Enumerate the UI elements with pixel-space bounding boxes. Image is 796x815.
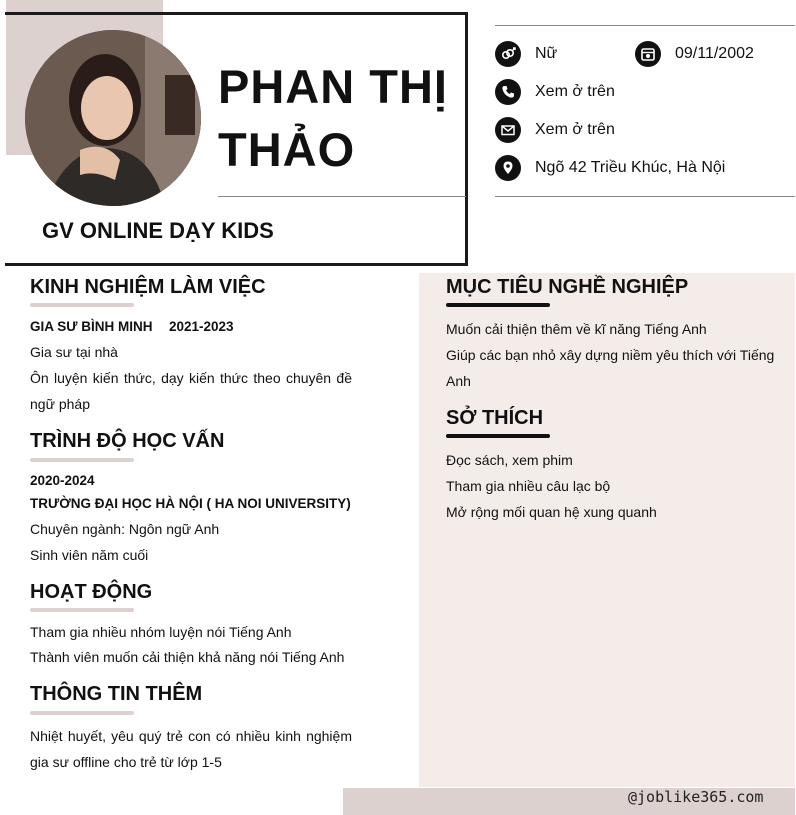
activities-title: HOẠT ĐỘNG	[30, 581, 153, 603]
objective-line: Giúp các bạn nhỏ xây dựng niềm yêu thích với Tiếng Anh	[446, 347, 775, 389]
mail-icon	[495, 117, 521, 143]
education-school: TRƯỜNG ĐẠI HỌC HÀ NỘI ( HA NOI UNIVERSITY)	[30, 496, 351, 511]
job-title: GV ONLINE DẠY KIDS	[42, 218, 274, 243]
education-period: 2020-2024	[30, 473, 95, 488]
section-underline	[446, 303, 550, 307]
section-underline	[446, 434, 550, 438]
gender-icon	[495, 41, 521, 67]
dob-value: 09/11/2002	[675, 45, 754, 62]
phone-row	[495, 79, 615, 105]
divider	[218, 196, 466, 197]
experience-company: GIA SƯ BÌNH MINH	[30, 319, 153, 334]
experience-line: Ôn luyện kiến thức, dạy kiến thức theo chuyên đề ngữ pháp	[30, 370, 352, 412]
activities-line: Thành viên muốn cải thiện khả năng nói Tiếng Anh	[30, 649, 345, 665]
email-row	[495, 117, 615, 143]
dob-row	[635, 41, 754, 67]
divider	[495, 196, 795, 197]
education-line: Sinh viên năm cuối	[30, 547, 149, 563]
extra-text: Nhiệt huyết, yêu quý trẻ con có nhiều kinh nghiệm gia sư offline cho trẻ từ lớp 1-5	[30, 728, 352, 770]
experience-title: KINH NGHIỆM LÀM VIỆC	[30, 276, 266, 298]
avatar	[25, 30, 201, 206]
extra-title: THÔNG TIN THÊM	[30, 683, 203, 705]
address-value: Ngõ 42 Triều Khúc, Hà Nội	[535, 159, 726, 176]
candidate-name: PHAN THỊ THẢO	[218, 60, 448, 176]
hobbies-line: Đọc sách, xem phim	[446, 452, 573, 468]
phone-icon	[495, 79, 521, 105]
objective-line: Muốn cải thiện thêm về kĩ năng Tiếng Anh	[446, 321, 707, 337]
phone-value: Xem ở trên	[535, 83, 615, 100]
section-underline	[30, 458, 134, 462]
divider	[495, 25, 795, 26]
education-title: TRÌNH ĐỘ HỌC VẤN	[30, 430, 225, 452]
education-line: Chuyên ngành: Ngôn ngữ Anh	[30, 521, 220, 537]
objective-title: MỤC TIÊU NGHỀ NGHIỆP	[446, 276, 689, 298]
email-value: Xem ở trên	[535, 121, 615, 138]
gender-row	[495, 41, 557, 67]
location-icon	[495, 155, 521, 181]
section-underline	[30, 303, 134, 307]
section-underline	[30, 608, 134, 612]
activities-line: Tham gia nhiều nhóm luyện nói Tiếng Anh	[30, 624, 292, 640]
watermark: @joblike365.com	[628, 788, 764, 806]
experience-period: 2021-2023	[169, 319, 234, 334]
hobbies-title: SỞ THÍCH	[446, 407, 544, 429]
hobbies-line: Mở rộng mối quan hệ xung quanh	[446, 504, 657, 520]
address-row	[495, 155, 725, 181]
experience-line: Gia sư tại nhà	[30, 344, 118, 360]
hobbies-line: Tham gia nhiều câu lạc bộ	[446, 478, 611, 494]
gender-value: Nữ	[535, 45, 558, 62]
section-underline	[30, 711, 134, 715]
calendar-icon	[635, 41, 661, 67]
